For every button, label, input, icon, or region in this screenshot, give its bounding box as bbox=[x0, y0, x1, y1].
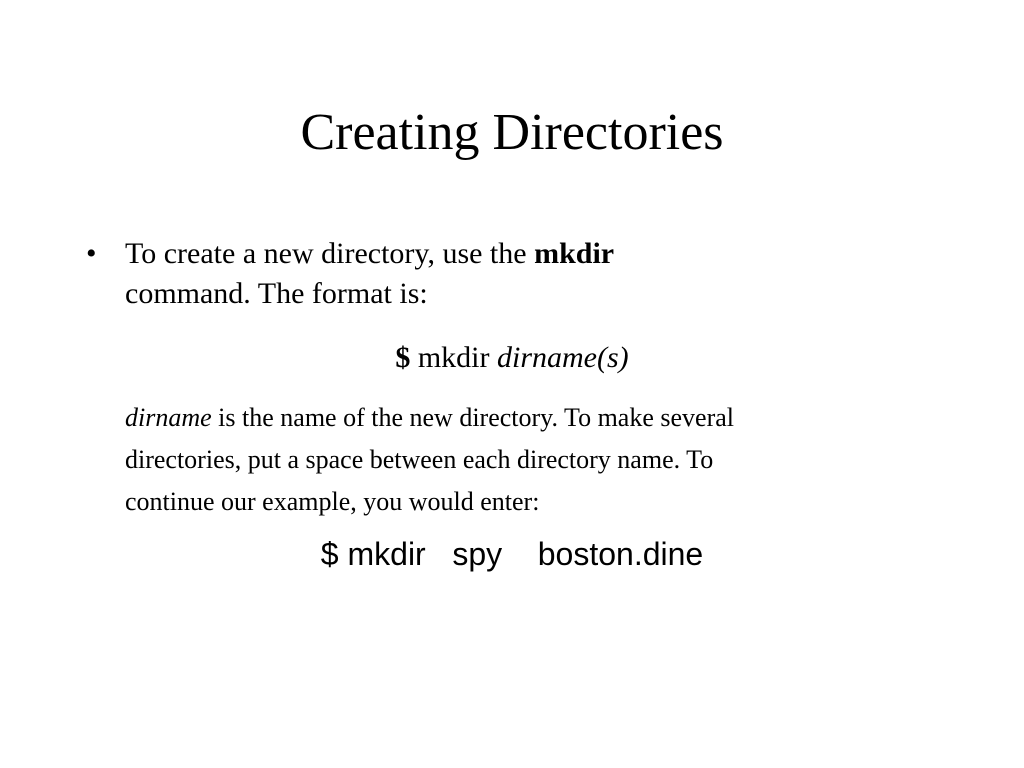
bullet-line-2: command. The format is: bbox=[125, 277, 428, 310]
bullet-line-1 bbox=[125, 234, 845, 274]
bullet-item bbox=[125, 234, 845, 314]
bullet-marker: • bbox=[86, 237, 97, 270]
slide-title: Creating Directories bbox=[300, 104, 724, 161]
format-argument: dirname(s) bbox=[497, 341, 629, 374]
format-line bbox=[0, 338, 1024, 378]
description-line-1 bbox=[125, 397, 955, 439]
bullet-line-1-text: To create a new directory, use the bbox=[125, 237, 535, 270]
description-line-1-text: is the name of the new directory. To make several bbox=[211, 403, 734, 432]
example-command: $ mkdir spy boston.dine bbox=[320, 536, 704, 572]
description-line-2: directories, put a space between each directory name. To bbox=[125, 445, 714, 474]
description bbox=[125, 397, 955, 523]
description-line-3: continue our example, you would enter: bbox=[125, 487, 540, 516]
mkdir-command-bold: mkdir bbox=[534, 237, 615, 270]
format-prompt: $ bbox=[395, 341, 411, 374]
description-term: dirname bbox=[125, 403, 212, 432]
format-command: mkdir bbox=[410, 341, 497, 374]
